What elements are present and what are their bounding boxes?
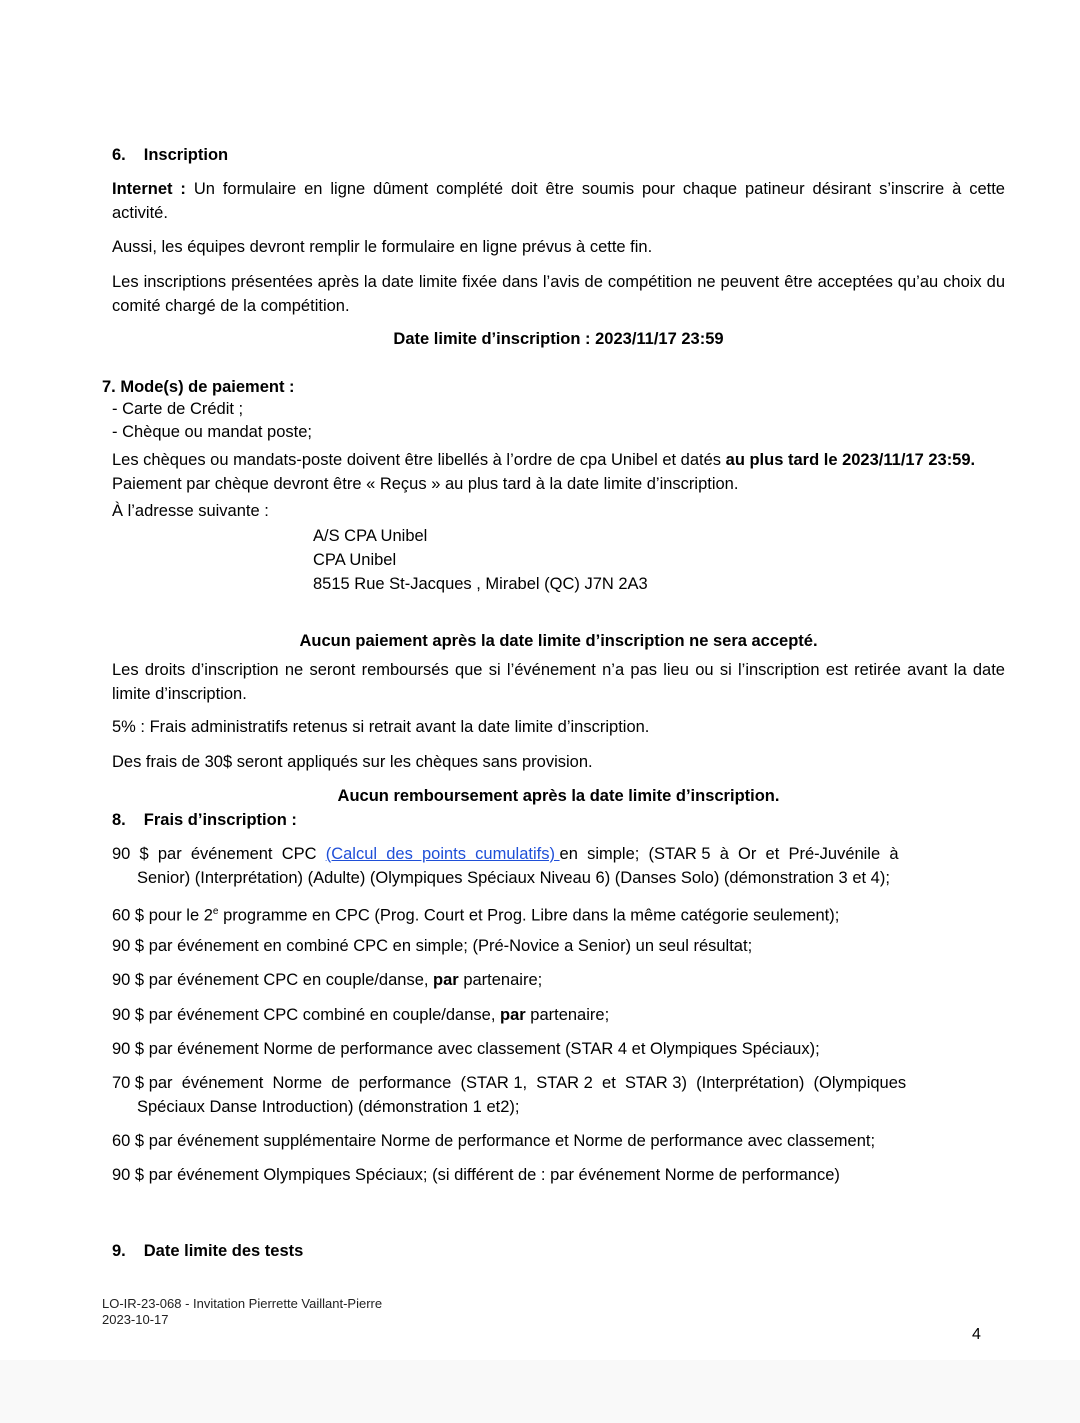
cheque-text-2: Paiement par chèque devront être « Reçus » au plus tard à la date limite d’inscription. [112, 475, 739, 493]
section-7-heading: 7. Mode(s) de paiement : [102, 378, 295, 396]
section-8-heading [112, 808, 297, 832]
fee-item-2 [112, 900, 962, 928]
address-line-1: A/S CPA Unibel [313, 527, 428, 545]
fee-item-5 [112, 1003, 962, 1027]
cheque-deadline: au plus tard le 2023/11/17 23:59. [725, 451, 976, 469]
refund-paragraph: Les droits d’inscription ne seront remboursés que si l’événement n’a pas lieu ou si l’inscription est retirée avant la date limite d’inscription. [112, 661, 1005, 703]
fee-4-text-b: partenaire; [458, 971, 543, 989]
fee-7-line-2: Spéciaux Danse Introduction) (démonstration 1 et2); [137, 1098, 520, 1116]
internet-paragraph [112, 177, 1005, 225]
address-line-2: CPA Unibel [313, 551, 397, 569]
admin-fee-paragraph: 5% : Frais administratifs retenus si retrait avant la date limite d’inscription. [112, 718, 650, 736]
cheque-paragraph [112, 448, 1005, 496]
address-label: À l’adresse suivante : [112, 502, 269, 520]
fee-item-3: 90 $ par événement en combiné CPC en simple; (Pré-Novice a Senior) un seul résultat; [112, 937, 753, 955]
fee-item-9: 90 $ par événement Olympiques Spéciaux; (si différent de : par événement Norme de performance) [112, 1166, 840, 1184]
fee-2-text-a: 60 $ pour le 2 [112, 906, 213, 925]
footer-date: 2023-10-17 [102, 1312, 169, 1327]
registration-deadline: Date limite d’inscription : 2023/11/17 23:59 [393, 330, 724, 348]
section-9-number: 9. [112, 1242, 126, 1260]
section-9-heading [112, 1239, 303, 1263]
fee-1-text-a: 90 $ par événement CPC [112, 845, 326, 863]
fee-1-continuation: Senior) (Interprétation) (Adulte) (Olympiques Spéciaux Niveau 6) (Danses Solo) (démonstration 3 et 4); [137, 869, 890, 887]
section-8-title: Frais d’inscription : [143, 811, 297, 829]
fee-item-4 [112, 968, 962, 992]
cheque-text-1: Les chèques ou mandats-poste doivent être libellés à l’ordre de cpa Unibel et datés [112, 451, 726, 469]
page-number: 4 [972, 1326, 981, 1343]
fee-4-bold: par [433, 971, 459, 989]
section-9-title: Date limite des tests [143, 1242, 304, 1260]
address-line-3: 8515 Rue St-Jacques , Mirabel (QC) J7N 2A3 [313, 575, 648, 593]
fee-2-text-b: programme en CPC (Prog. Court et Prog. Libre dans la même catégorie seulement); [218, 906, 840, 925]
section-6-number: 6. [112, 146, 126, 164]
section-8-number: 8. [112, 811, 126, 829]
fee-7-line-1: 70 $ par événement Norme de performance (STAR 1, STAR 2 et STAR 3) (Interprétation) (Olympiques [112, 1074, 907, 1092]
fee-item-1 [112, 842, 962, 890]
section-6-title: Inscription [143, 146, 229, 164]
nsf-fee-paragraph: Des frais de 30$ seront appliqués sur les chèques sans provision. [112, 753, 593, 771]
fee-5-text-b: partenaire; [525, 1006, 610, 1024]
page-bottom-strip [0, 1360, 1080, 1423]
payment-option-credit: - Carte de Crédit ; [112, 400, 244, 418]
fee-item-6: 90 $ par événement Norme de performance avec classement (STAR 4 et Olympiques Spéciaux); [112, 1040, 820, 1058]
cumulative-points-link[interactable]: (Calcul des points cumulatifs) [325, 845, 560, 863]
fee-5-bold: par [500, 1006, 526, 1024]
internet-label: Internet : [112, 180, 186, 198]
fee-item-7 [112, 1071, 962, 1119]
fee-4-text-a: 90 $ par événement CPC en couple/danse, [112, 971, 434, 989]
fee-5-text-a: 90 $ par événement CPC combiné en couple/danse, [112, 1006, 500, 1024]
no-refund-notice: Aucun remboursement après la date limite d’inscription. [337, 787, 780, 805]
section-6-heading [112, 143, 228, 167]
late-registration-paragraph: Les inscriptions présentées après la date limite fixée dans l’avis de compétition ne peuvent être acceptées qu’au choix du comité chargé de la compétition. [112, 273, 1005, 315]
fee-2-superscript: e [212, 906, 219, 917]
footer-doc-ref: LO-IR-23-068 - Invitation Pierrette Vaillant-Pierre [102, 1296, 383, 1311]
fee-item-8: 60 $ par événement supplémentaire Norme de performance et Norme de performance avec classement; [112, 1132, 876, 1150]
payment-option-cheque: - Chèque ou mandat poste; [112, 423, 312, 441]
internet-text: Un formulaire en ligne dûment complété doit être soumis pour chaque patineur désirant s’inscrire à cette activité. [112, 180, 1005, 222]
fee-1-text-b: en simple; (STAR 5 à Or et Pré-Juvénile à [559, 845, 899, 863]
no-payment-notice: Aucun paiement après la date limite d’inscription ne sera accepté. [299, 632, 818, 650]
teams-paragraph: Aussi, les équipes devront remplir le formulaire en ligne prévus à cette fin. [112, 238, 653, 256]
